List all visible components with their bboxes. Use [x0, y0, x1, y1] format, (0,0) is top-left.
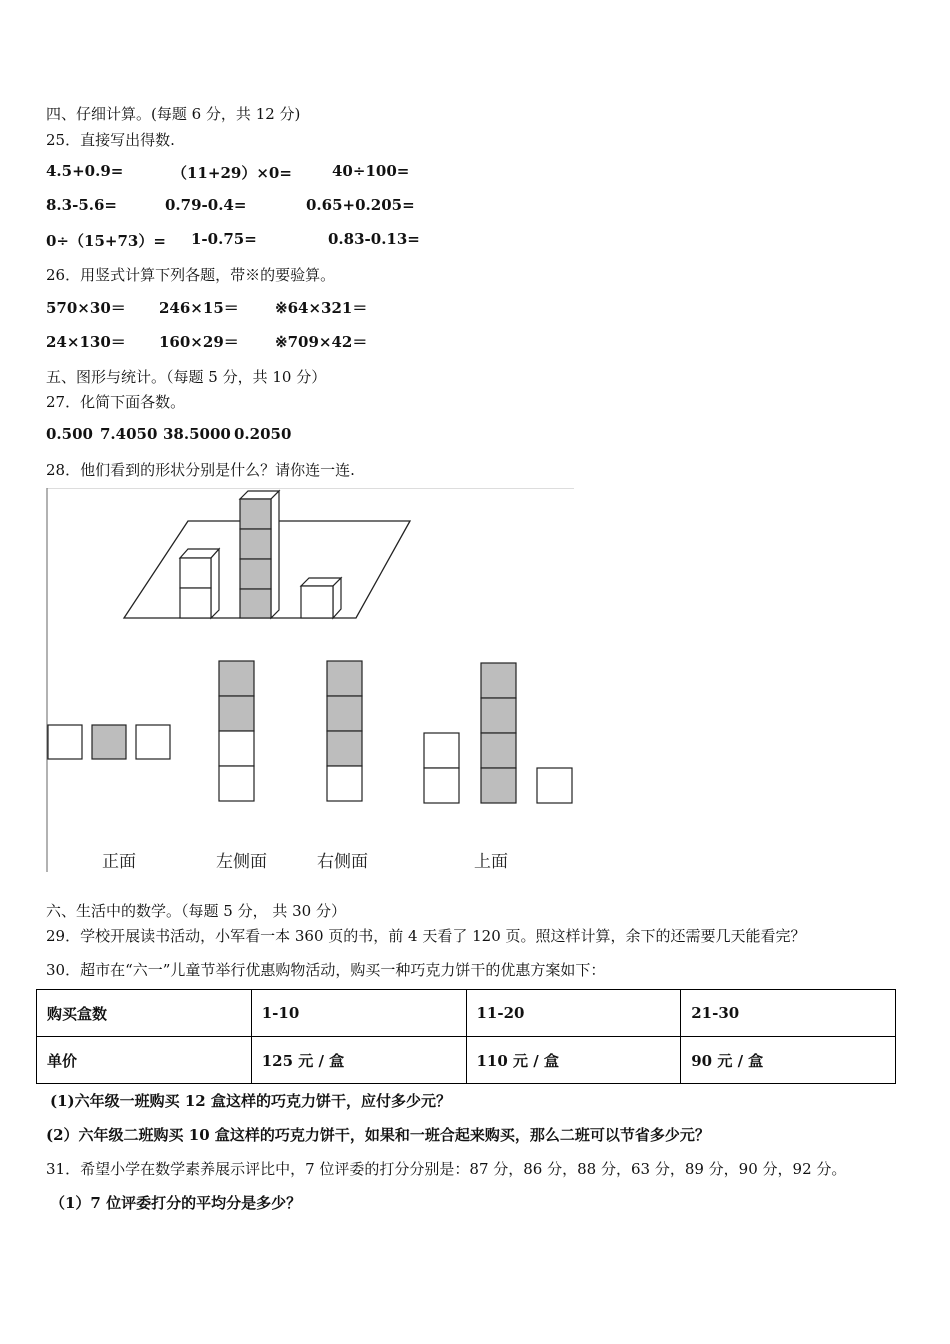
table-row — [37, 1037, 896, 1084]
view-option-column-a — [219, 661, 254, 801]
q25-title: 25．直接写出得数. — [46, 131, 175, 149]
q28-title: 28．他们看到的形状分别是什么？请你连一连. — [46, 461, 355, 479]
q27-number: 38.5000 — [163, 425, 231, 443]
section4-heading: 四、仔细计算。(每题 6 分，共 12 分) — [46, 105, 301, 123]
q25-expr: 0.79-0.4= — [165, 196, 247, 214]
q26-expr: ※709×42＝ — [275, 333, 368, 351]
table-cell: 购买盒数 — [37, 990, 252, 1037]
view-option-column-b — [327, 661, 362, 801]
q29-text: 29．学校开展读书活动，小军看一本 360 页的书，前 4 天看了 120 页。照这样计算，余下的还需要几天能看完？ — [46, 927, 806, 945]
q26-title: 26．用竖式计算下列各题，带※的要验算。 — [46, 266, 336, 284]
table-header-row — [37, 990, 896, 1037]
stack-middle-3d — [240, 491, 279, 618]
table-cell: 21-30 — [681, 990, 896, 1037]
q26-expr: 24×130＝ — [46, 333, 126, 351]
q27-number: 0.500 — [46, 425, 93, 443]
label-top: 上面 — [474, 852, 508, 872]
table-cell: 单价 — [37, 1037, 252, 1084]
view-option-front — [424, 663, 572, 803]
label-front: 正面 — [102, 852, 136, 872]
q25-expr: 4.5+0.9= — [46, 162, 124, 180]
q26-expr: 246×15＝ — [159, 299, 239, 317]
label-left-side: 左侧面 — [216, 852, 267, 872]
q27-number: 0.2050 — [234, 425, 292, 443]
q25-expr: 0÷（15+73）= — [46, 232, 166, 250]
price-table — [36, 989, 896, 1084]
table-cell: 90 元 / 盒 — [681, 1037, 896, 1084]
section6-heading: 六、生活中的数学。（每题 5 分， 共 30 分） — [46, 902, 346, 920]
q25-expr: 8.3-5.6= — [46, 196, 117, 214]
q25-expr: 0.65+0.205= — [306, 196, 415, 214]
table-cell: 110 元 / 盒 — [466, 1037, 681, 1084]
q30-sub1: (1)六年级一班购买 12 盒这样的巧克力饼干，应付多少元？ — [50, 1092, 451, 1110]
q25-expr: 40÷100= — [332, 162, 410, 180]
stack-right-3d — [301, 578, 341, 618]
q26-expr: 570×30＝ — [46, 299, 126, 317]
q31-sub1: （1）7 位评委打分的平均分是多少？ — [50, 1194, 302, 1212]
q25-expr: （11+29）×0= — [172, 164, 292, 182]
q25-expr: 1-0.75= — [191, 230, 257, 248]
q30-title: 30．超市在“六一”儿童节举行优惠购物活动，购买一种巧克力饼干的优惠方案如下： — [46, 961, 606, 979]
q30-sub2: (2）六年级二班购买 10 盒这样的巧克力饼干，如果和一班合起来购买，那么二班可以节省多少元？ — [46, 1126, 710, 1144]
table-cell: 125 元 / 盒 — [251, 1037, 466, 1084]
q27-title: 27．化简下面各数。 — [46, 393, 186, 411]
q25-expr: 0.83-0.13= — [328, 230, 420, 248]
label-right-side: 右侧面 — [317, 852, 368, 872]
table-cell: 11-20 — [466, 990, 681, 1037]
q27-number: 7.4050 — [100, 425, 158, 443]
q26-expr: ※64×321＝ — [275, 299, 368, 317]
view-option-row — [48, 725, 170, 759]
table-cell: 1-10 — [251, 990, 466, 1037]
stack-left-3d — [180, 549, 219, 618]
q31-title: 31．希望小学在数学素养展示评比中，7 位评委的打分分别是：87 分，86 分，88 分，63 分，89 分，90 分，92 分。 — [46, 1160, 847, 1178]
section5-heading: 五、图形与统计。（每题 5 分，共 10 分） — [46, 368, 327, 386]
q28-figure — [46, 488, 576, 873]
q26-expr: 160×29＝ — [159, 333, 239, 351]
